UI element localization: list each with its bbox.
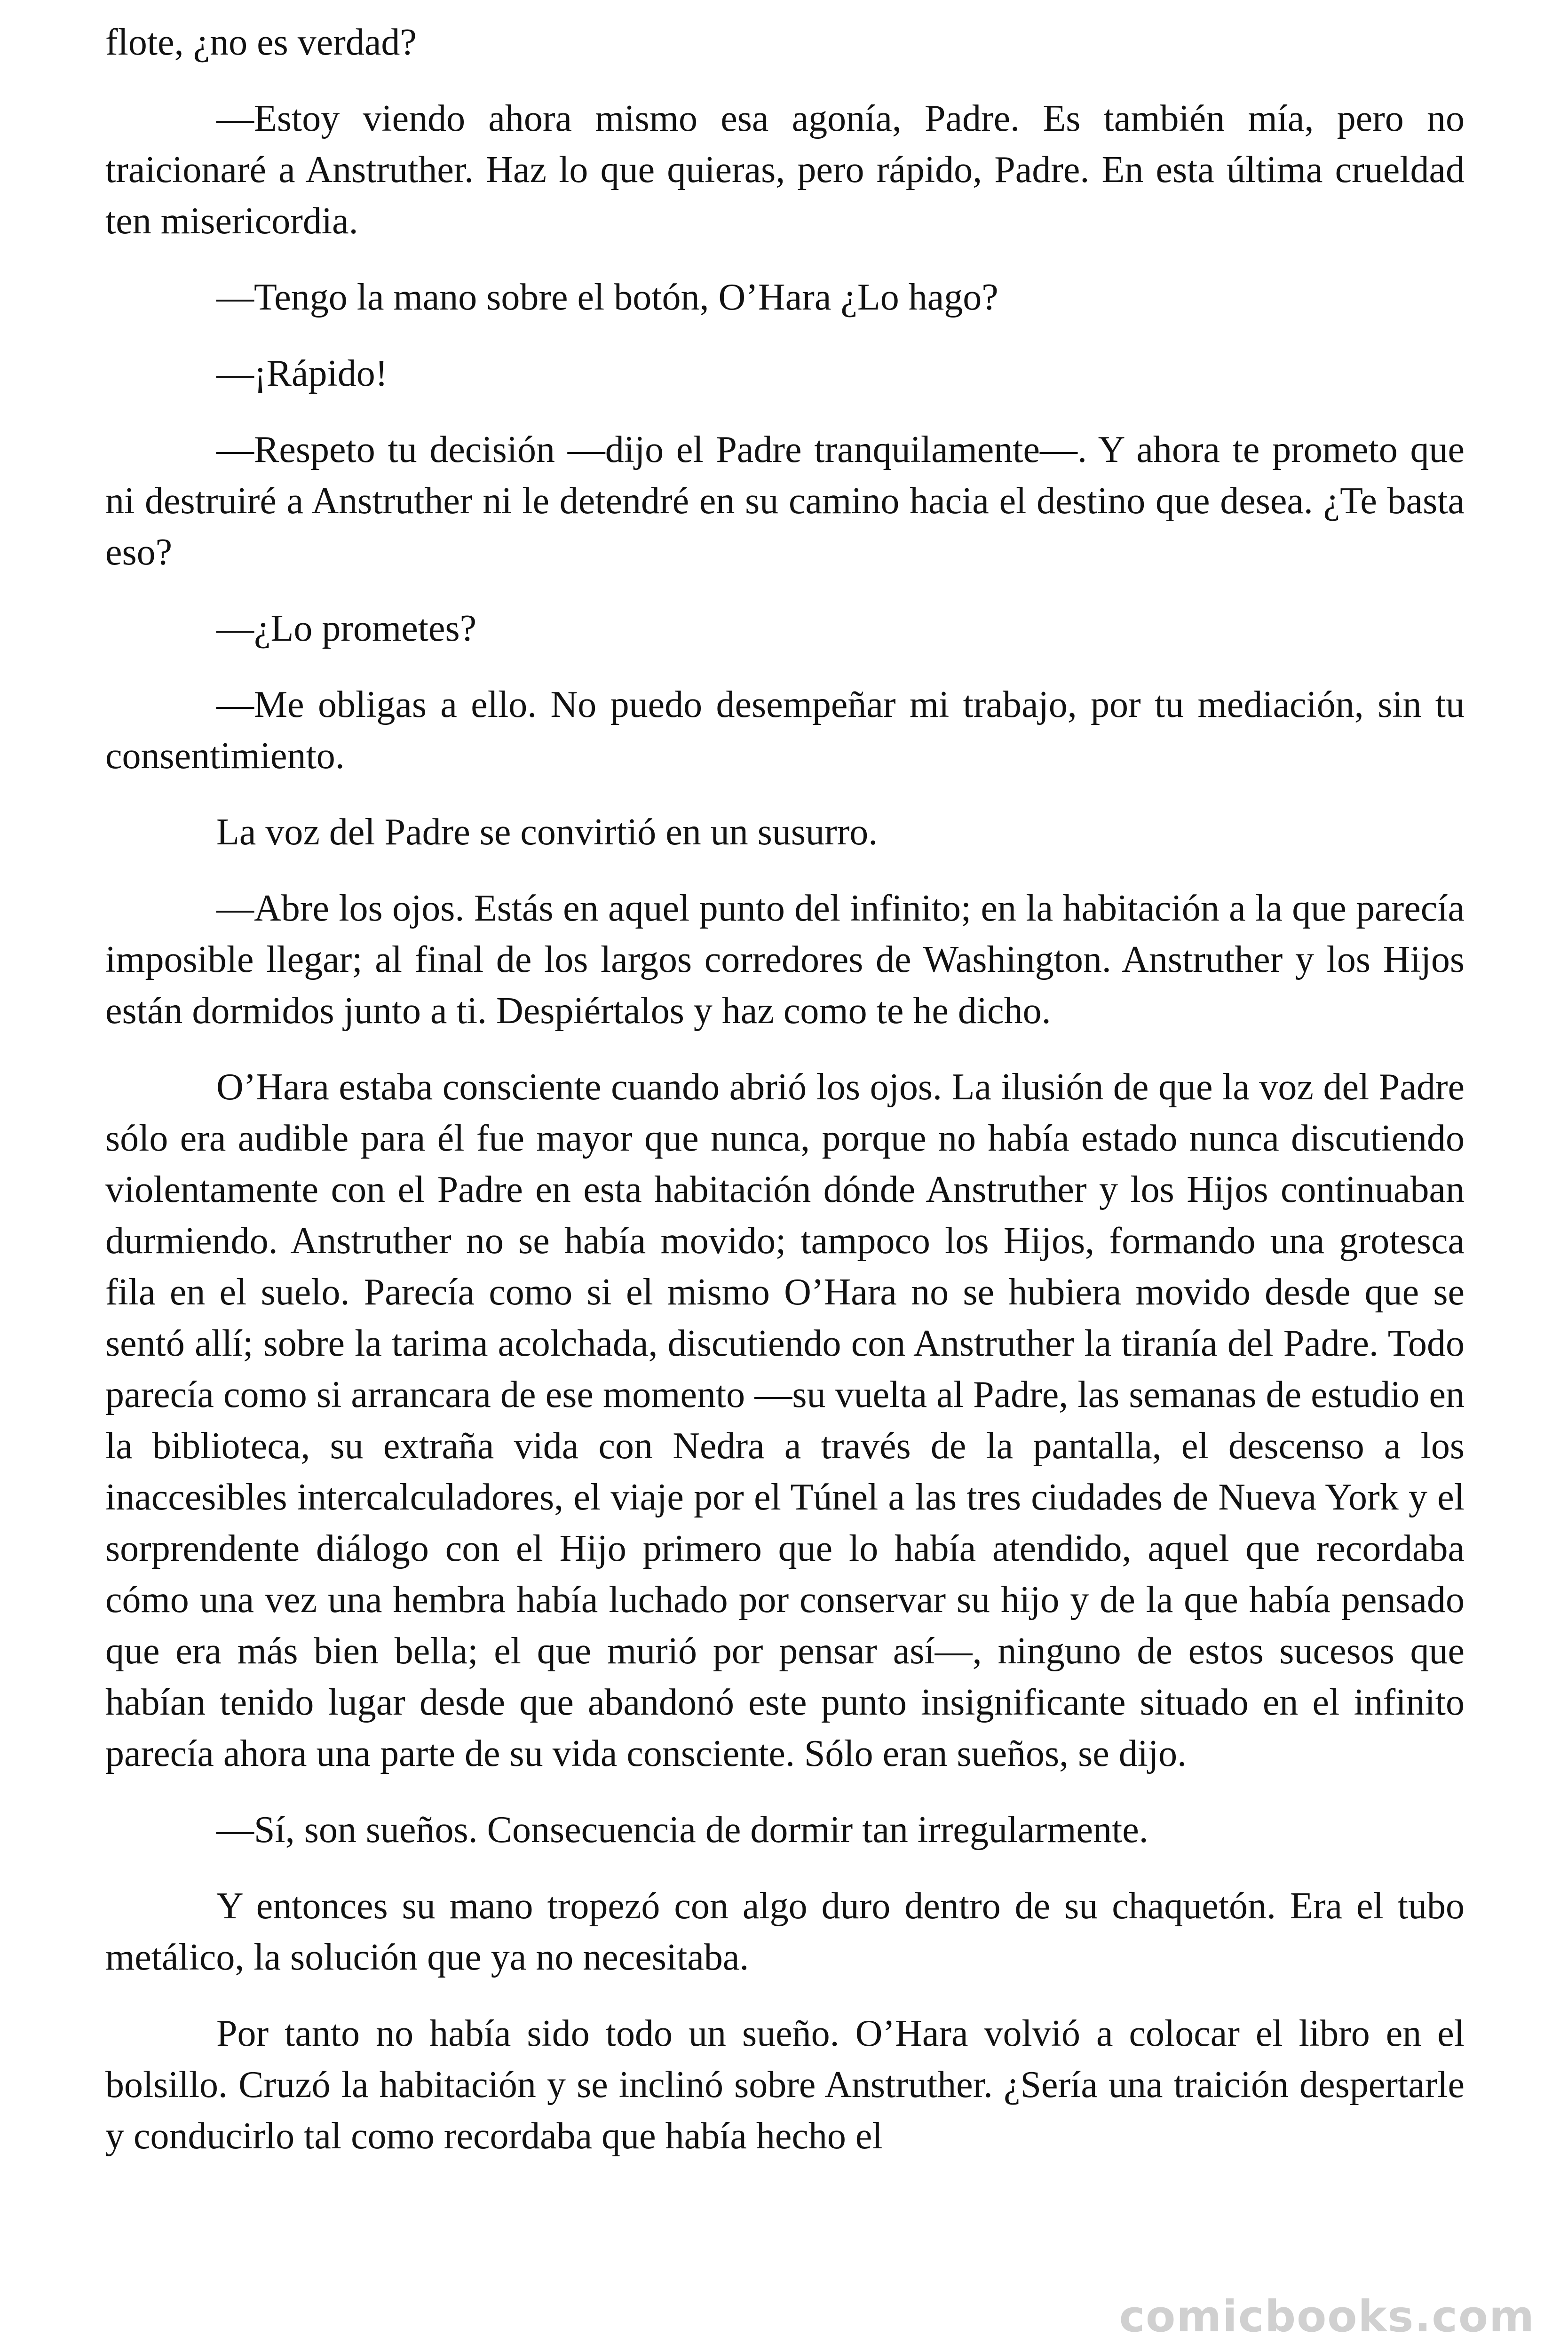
paragraph: —¿Lo prometes? — [216, 608, 477, 649]
paragraph: —Sí, son sueños. Consecuencia de dormir tan irregularmente. — [216, 1809, 1148, 1851]
paragraph: —Me obligas a ello. No puedo desempeñar mi trabajo, por tu mediación, sin tu consentimiento. — [105, 684, 1465, 777]
paragraph: Y entonces su mano tropezó con algo duro dentro de su chaquetón. Era el tubo metálico, la solución que ya no necesitaba. — [105, 1885, 1465, 1978]
watermark: comicbooks.com — [1119, 2291, 1535, 2342]
paragraph: flote, ¿no es verdad? — [105, 22, 417, 63]
paragraph: —Respeto tu decisión —dijo el Padre tranquilamente—. Y ahora te prometo que ni destruiré a Anstruther ni le detendré en su camino hacia el destino que desea. ¿Te basta eso? — [105, 429, 1465, 573]
paragraph: Por tanto no había sido todo un sueño. O’Hara volvió a colocar el libro en el bolsillo. Cruzó la habitación y se inclinó sobre Anstruther. ¿Sería una traición despertarle y conducirlo tal como recordaba que había hecho el — [105, 2013, 1465, 2157]
paragraph: O’Hara estaba consciente cuando abrió los ojos. La ilusión de que la voz del Padre sólo era audible para él fue mayor que nunca, porque no había estado nunca discutiendo violentamente con el Padre en esta habitación dónde Anstruther y los Hijos continuaban durmiendo. Anstruther no se había movido; tampoco los Hijos, formando una grotesca fila en el suelo. Parecía como si el mismo O’Hara no se hubiera movido desde que se sentó allí; sobre la tarima acolchada, discutiendo con Anstruther la tiranía del Padre. Todo parecía como si arrancara de ese momento —su vuelta al Padre, las semanas de estudio en la biblioteca, su extraña vida con Nedra a través de la pantalla, el descenso a los inaccesibles intercalculadores, el viaje por el Túnel a las tres ciudades de Nueva York y el sorprendente diálogo con el Hijo primero que lo había atendido, aquel que recordaba cómo una vez una hembra había luchado por conservar su hijo y de la que había pensado que era más bien bella; el que murió por pensar así—, ninguno de estos sucesos que habían tenido lugar desde que abandonó este punto insignificante situado en el infinito parecía ahora una parte de su vida consciente. Sólo eran sueños, se dijo. — [105, 1066, 1465, 1774]
body-text — [105, 17, 1465, 2187]
paragraph: —¡Rápido! — [216, 353, 388, 394]
paragraph: —Tengo la mano sobre el botón, O’Hara ¿Lo hago? — [216, 277, 998, 318]
paragraph: La voz del Padre se convirtió en un susurro. — [216, 811, 878, 853]
paragraph: —Estoy viendo ahora mismo esa agonía, Padre. Es también mía, pero no traicionaré a Anstruther. Haz lo que quieras, pero rápido, Padre. En esta última crueldad ten misericordia. — [105, 98, 1465, 242]
paragraph: —Abre los ojos. Estás en aquel punto del infinito; en la habitación a la que parecía imposible llegar; al final de los largos corredores de Washington. Anstruther y los Hijos están dormidos junto a ti. Despiértalos y haz como te he dicho. — [105, 888, 1465, 1032]
